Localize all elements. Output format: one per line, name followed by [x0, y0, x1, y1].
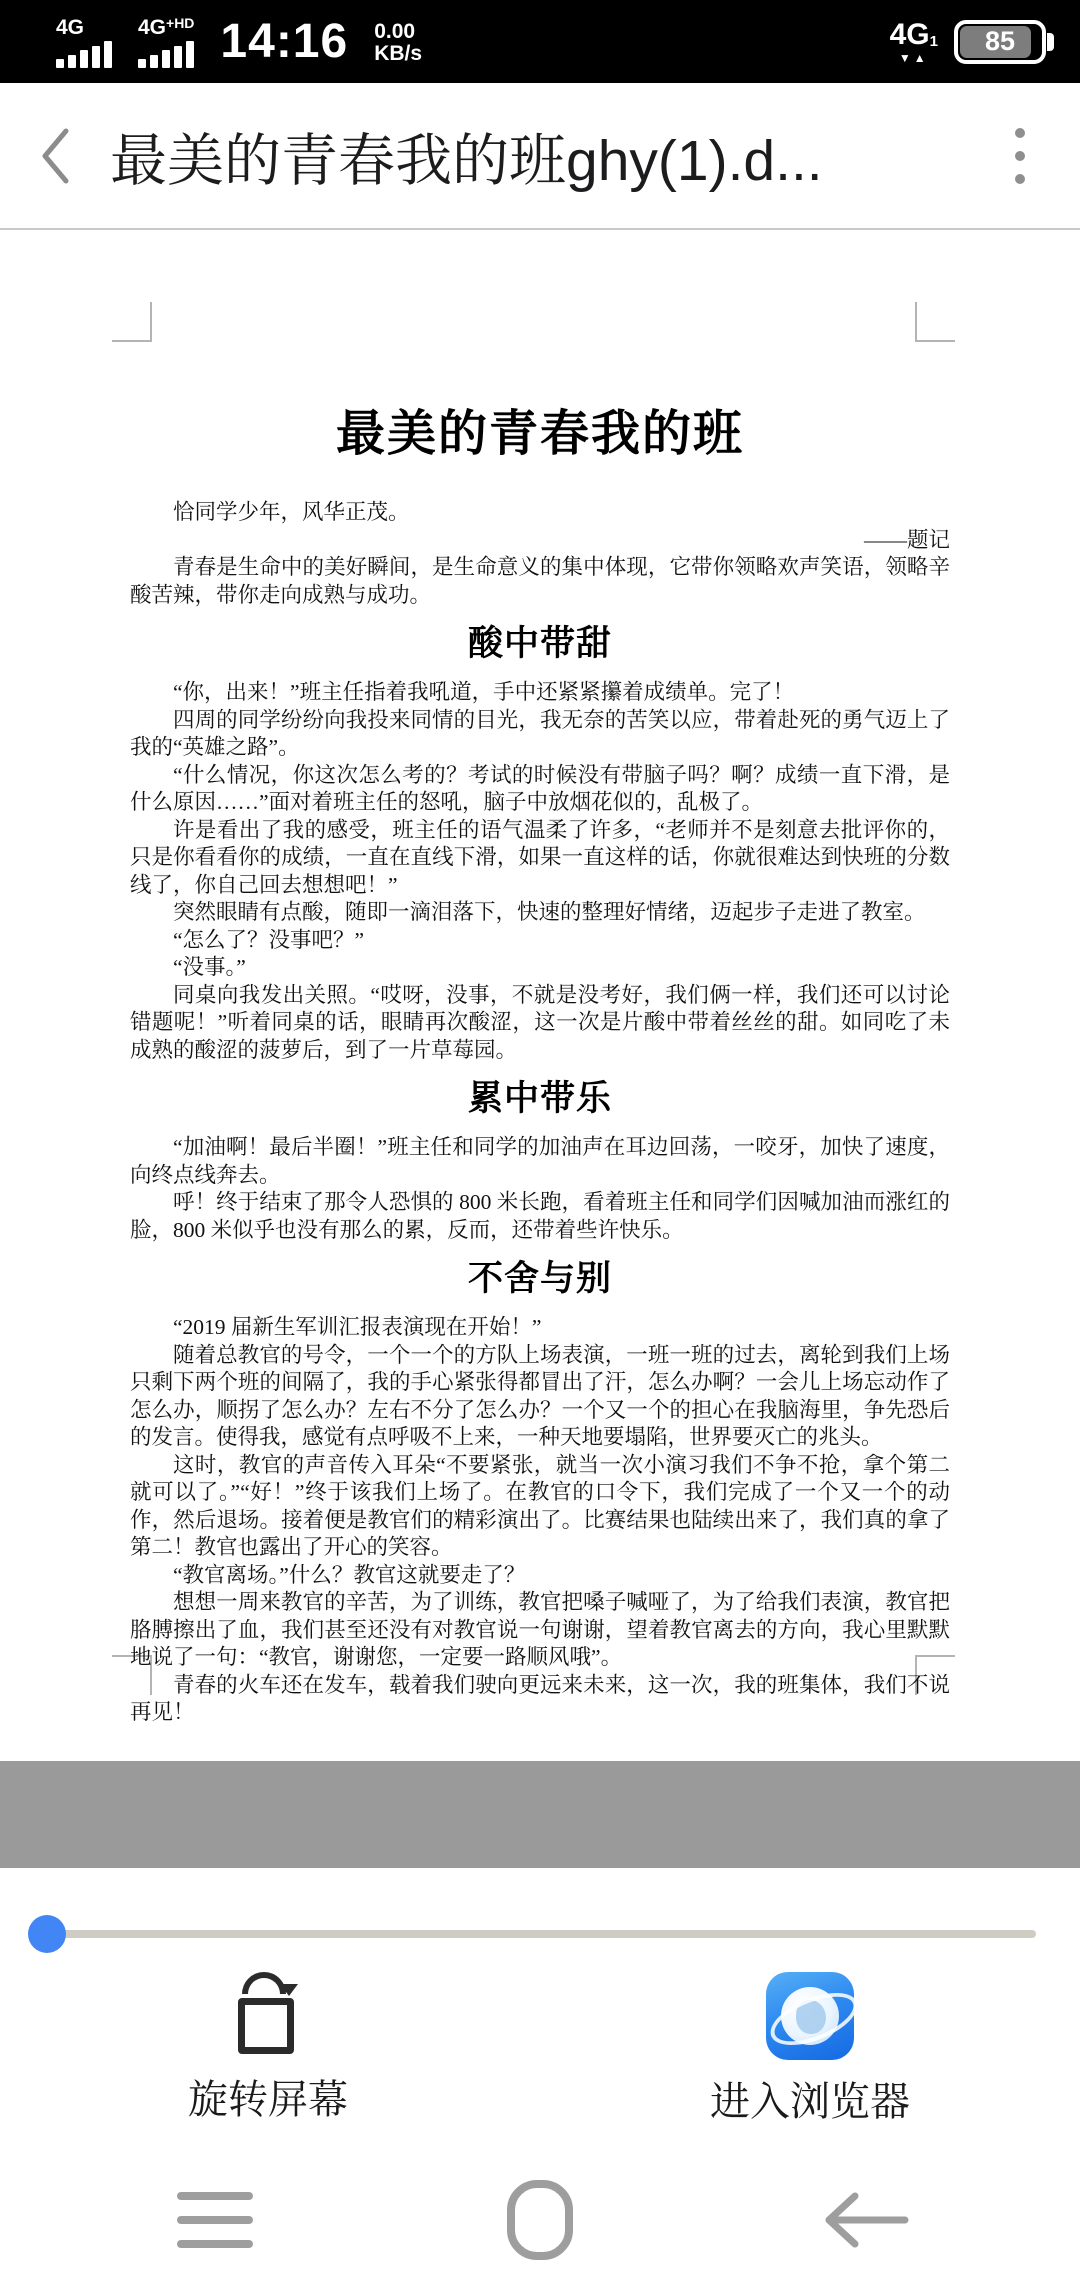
sim1-signal-icon [56, 17, 112, 68]
document-paragraph: 四周的同学纷纷向我投来同情的目光，我无奈的苦笑以应，带着赴死的勇气迈上了我的“英雄之路”。 [130, 707, 950, 759]
recents-menu-button[interactable] [150, 2165, 280, 2275]
data-network-icon [889, 17, 938, 65]
document-paragraph: 呼！终于结束了那令人恐惧的 800 米长跑，看着班主任和同学们因喊加油而涨红的脸，800 米似乎也没有那么的累，反而，还带着些许快乐。 [130, 1190, 950, 1242]
kebab-menu-icon [1015, 128, 1025, 184]
network-speed-value: 0.00 [374, 20, 416, 44]
bottom-toolbar [0, 1972, 1080, 2160]
sim2-signal-bars-icon [138, 41, 194, 68]
document-paragraph: 想想一周来教官的辛苦，为了训练，教官把嗓子喊哑了，为了给我们表演，教官把胳膊擦出了血，我们甚至还没有对教官说一句谢谢，望着教官离去的方向，我心里默默地说了一句：“教官，谢谢您，一定要一路顺风哦”。 [130, 1590, 950, 1669]
rotate-screen-icon [232, 1972, 304, 2058]
status-left-cluster [56, 16, 422, 68]
sim1-network-label: 4G [56, 15, 85, 39]
open-in-browser-button[interactable] [690, 1972, 930, 2122]
battery-percent: 85 [984, 26, 1016, 56]
document-paragraph: 这时，教官的声音传入耳朵“不要紧张，就当一次小演习我们不争不抢，拿个第二就可以了。”“好！”终于该我们上场了。在教官的口令下，我们完成了一个又一个的动作，然后退场。接着便是教官们的精彩演出了。比赛结果也陆续出来了，我们真的拿了第二！教官也露出了开心的笑容。 [130, 1452, 950, 1559]
slider-thumb[interactable] [28, 1915, 66, 1953]
document-paragraph: 恰同学少年，风华正茂。 [173, 500, 410, 524]
rotate-screen-button[interactable] [148, 1972, 388, 2120]
document-file-title: 最美的青春我的班ghy(1).d... [110, 128, 823, 193]
page-progress-slider[interactable] [0, 1896, 1080, 1972]
home-button[interactable] [475, 2165, 605, 2275]
system-navbar [0, 2160, 1080, 2280]
sim2-signal-icon [138, 16, 194, 68]
more-options-button[interactable] [960, 83, 1080, 228]
document-paragraph: ——题记 [863, 527, 950, 552]
back-icon [38, 125, 72, 187]
open-in-browser-label: 进入浏览器 [710, 2080, 910, 2124]
nav-back-button[interactable] [800, 2165, 930, 2275]
document-paragraph: “你，出来！”班主任指着我吼道，手中还紧紧攥着成绩单。完了！ [173, 680, 795, 704]
document-body [130, 499, 950, 1727]
document-paragraph: 许是看出了我的感受，班主任的语气温柔了许多，“老师并不是刻意去批评你的，只是你看看你的成绩，一直在直线下滑，如果一直这样的话，你就很难达到快班的分数线了，你自己回去想想吧！” [130, 817, 950, 897]
document-section-heading: 不舍与别 [467, 1259, 612, 1298]
document-viewer[interactable] [0, 232, 1080, 1761]
rotate-screen-label: 旋转屏幕 [188, 2078, 348, 2122]
status-right-cluster [889, 17, 1046, 65]
document-paragraph: “没事。” [173, 955, 246, 979]
document-end-banner [0, 1761, 1080, 1868]
status-bar [0, 0, 1080, 83]
hd-voice-icon: +HD [166, 14, 195, 31]
browser-compass-icon [766, 1972, 854, 2060]
slider-track[interactable] [60, 1930, 1036, 1938]
document-paragraph: 随着总教官的号令，一个一个的方队上场表演，一班一班的过去，离轮到我们上场只剩下两个班的间隔了，我的手心紧张得都冒出了汗，怎么办啊？一会儿上场忘动作了怎么办，顺拐了怎么办？左右不分了怎么办？一个又一个的担心在我脑海里，争先恐后的发言。使得我，感觉有点呼吸不上来，一种天地要塌陷，世界要灭亡的兆头。 [130, 1342, 950, 1449]
document-page [0, 232, 1080, 1761]
network-speed [374, 21, 422, 65]
data-network-label: 4G1 [889, 17, 938, 51]
app-header [0, 83, 1080, 230]
back-button[interactable] [0, 83, 110, 228]
battery-icon [954, 20, 1046, 64]
document-paragraph: 突然眼睛有点酸，随即一滴泪落下，快速的整理好情绪，迈起步子走进了教室。 [173, 900, 926, 924]
document-paragraph: 青春是生命中的美好瞬间，是生命意义的集中体现，它带你领略欢声笑语，领略辛酸苦辣，带你走向成熟与成功。 [130, 555, 950, 607]
network-speed-unit: KB/s [374, 42, 423, 66]
document-paragraph: 同桌向我发出关照。“哎呀，没事，不就是没考好，我们俩一样，我们还可以讨论错题呢！”听着同桌的话，眼睛再次酸涩，这一次是片酸中带着丝丝的甜。如同吃了未成熟的酸涩的菠萝后，到了一片草莓园。 [130, 982, 950, 1062]
data-transfer-arrows-icon: ▼▲ [898, 50, 929, 65]
document-paragraph: “什么情况，你这次怎么考的？考试的时候没有带脑子吗？啊？成绩一直下滑，是什么原因……”面对着班主任的怒吼，脑子中放烟花似的，乱极了。 [130, 762, 950, 814]
document-paragraph: 青春的火车还在发车，载着我们驶向更远来未来，这一次，我的班集体，我们不说再见！ [130, 1672, 950, 1724]
document-title: 最美的青春我的班 [335, 407, 744, 461]
document-section-heading: 酸中带甜 [467, 624, 612, 663]
document-paragraph: “加油啊！最后半圈！”班主任和同学的加油声在耳边回荡，一咬牙，加快了速度，向终点线奔去。 [130, 1135, 950, 1187]
status-clock: 14:16 [220, 14, 349, 68]
hamburger-menu-icon [177, 2192, 253, 2248]
document-paragraph: “教官离场。”什么？教官这就要走了？ [173, 1562, 526, 1587]
document-section-heading: 累中带乐 [467, 1079, 612, 1118]
document-paragraph: “2019 届新生军训汇报表演现在开始！” [173, 1315, 542, 1339]
nav-back-icon [819, 2190, 911, 2250]
document-paragraph: “怎么了？没事吧？” [173, 927, 365, 952]
sim1-signal-bars-icon [56, 41, 112, 68]
sim2-network-label: $4G^{+HD}$ [138, 14, 195, 39]
home-icon [507, 2180, 573, 2260]
